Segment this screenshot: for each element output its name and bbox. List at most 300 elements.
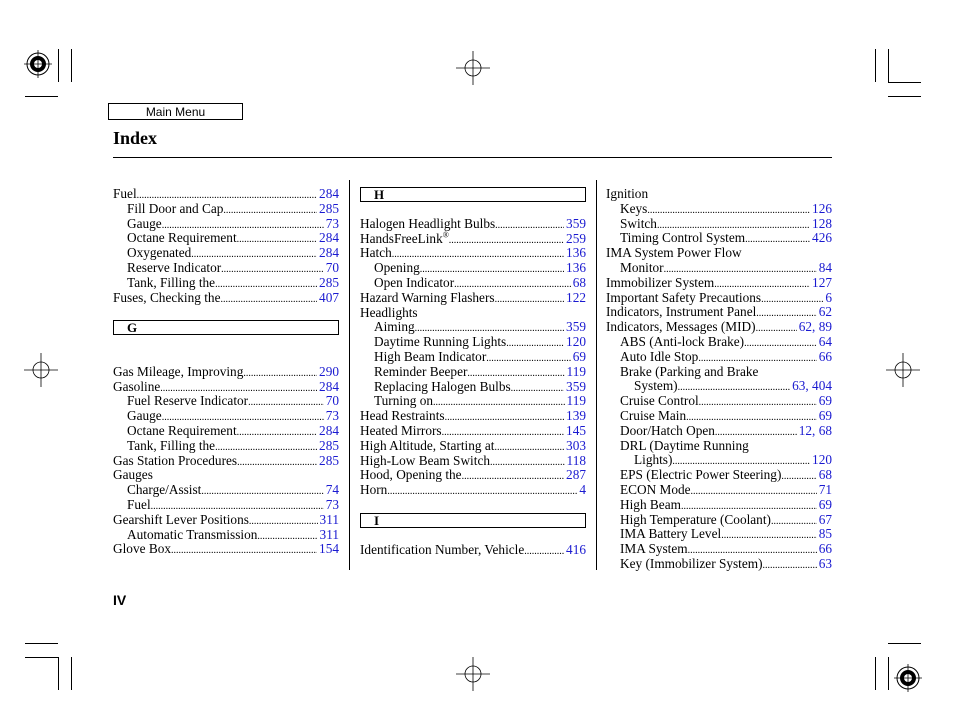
page-links [317, 291, 339, 306]
leader-dots [756, 305, 816, 320]
page-links [810, 231, 832, 246]
page-link[interactable]: 285 [319, 437, 339, 453]
index-entry-label: Fuel [113, 186, 137, 201]
page-links [317, 542, 339, 557]
page-link[interactable]: 89 [818, 319, 832, 335]
page-link[interactable]: 128 [812, 215, 832, 231]
page-links: 12, 68 [798, 422, 832, 438]
leader-dots [454, 276, 571, 291]
index-entry [606, 365, 832, 380]
page-link[interactable]: 285 [319, 274, 339, 290]
index-entry [113, 409, 339, 424]
index-entry-label: Switch [620, 215, 657, 231]
leader-dots [248, 394, 324, 409]
index-entry [606, 394, 832, 409]
page-link[interactable]: 359 [566, 215, 586, 231]
page-links [317, 246, 339, 261]
leader-dots [721, 527, 817, 542]
index-entry-label: Indicators, Instrument Panel [606, 304, 757, 320]
page-link[interactable]: 119 [566, 363, 586, 379]
index-entry [606, 202, 832, 217]
page-links [810, 453, 832, 468]
leader-dots [686, 409, 817, 424]
page-link[interactable]: 120 [812, 452, 832, 468]
page-link[interactable]: 68 [572, 274, 586, 290]
leader-dots [756, 320, 797, 335]
index-entry [360, 217, 586, 232]
index-entry [360, 380, 586, 395]
page-links [317, 187, 339, 202]
page-links [317, 424, 339, 439]
index-entry [113, 513, 339, 528]
leader-dots [221, 261, 324, 276]
leader-dots [664, 261, 817, 276]
page-links [564, 409, 586, 424]
page-link[interactable]: 127 [812, 274, 832, 290]
index-entry-label: Gauge [127, 408, 162, 424]
index-entry-label: Automatic Transmission [127, 526, 258, 542]
leader-dots [699, 394, 817, 409]
page-links [564, 439, 586, 454]
page-link[interactable]: 136 [566, 260, 586, 276]
page-link[interactable]: 62 [798, 319, 813, 335]
page-links [565, 394, 586, 409]
leader-dots [249, 513, 318, 528]
page-links [317, 276, 339, 291]
page-link[interactable]: 122 [566, 289, 586, 305]
leader-dots [151, 498, 324, 513]
page-link[interactable]: 70 [325, 393, 339, 409]
page-links [318, 528, 339, 543]
index-entry-label: Aiming [374, 319, 415, 335]
page-links [565, 365, 586, 380]
leader-dots [223, 202, 317, 217]
index-entry [606, 217, 832, 232]
page-links [564, 291, 586, 306]
page-links [817, 261, 832, 276]
index-entry [606, 453, 832, 468]
index-entry [606, 261, 832, 276]
page-link[interactable]: 407 [319, 289, 339, 305]
page-links [564, 232, 586, 247]
page-link[interactable]: 290 [319, 363, 339, 379]
column-divider [349, 180, 350, 570]
index-entry-label: High Beam [620, 496, 681, 512]
leader-dots [490, 454, 565, 469]
page-links [324, 498, 339, 513]
column-divider [596, 180, 597, 570]
page-link[interactable]: 84 [818, 259, 832, 275]
index-entry-label: Fuses, Checking the [113, 289, 221, 305]
section-letter-h: H [360, 187, 586, 202]
page-link[interactable]: 303 [566, 437, 586, 453]
page-link[interactable]: 74 [325, 482, 339, 498]
leader-dots [467, 365, 564, 380]
index-entry-label: IMA System Power Flow [606, 245, 742, 261]
page-link[interactable]: 284 [319, 422, 339, 438]
leader-dots [162, 217, 324, 232]
index-entry-label: Opening [374, 260, 420, 276]
page-link[interactable]: 284 [319, 186, 339, 201]
leader-dots [162, 409, 324, 424]
page-links [317, 454, 339, 469]
leader-dots [420, 261, 564, 276]
page-link[interactable]: 284 [319, 378, 339, 394]
index-entry-label: Important Safety Precautions [606, 289, 762, 305]
page-links [318, 513, 339, 528]
page-links [564, 380, 586, 395]
leader-dots [647, 202, 810, 217]
index-column-2 [360, 187, 586, 557]
leader-dots [433, 394, 565, 409]
page-links [324, 483, 339, 498]
page-link[interactable]: 139 [566, 408, 586, 424]
page-links [317, 202, 339, 217]
index-entry-label: ECON Mode [620, 481, 691, 497]
leader-dots [449, 232, 564, 247]
crosshair-icon [456, 51, 490, 85]
spacer [113, 335, 339, 350]
page-link[interactable]: 285 [319, 452, 339, 468]
leader-dots [387, 483, 577, 498]
leader-dots [215, 276, 317, 291]
leader-dots [494, 439, 564, 454]
index-entry-label: Immobilizer System [606, 274, 715, 290]
page-links [817, 498, 832, 513]
section-letter-i: I [360, 513, 586, 528]
page-link[interactable]: 287 [566, 467, 586, 483]
index-entry [113, 468, 339, 483]
page-link[interactable]: 63 [818, 555, 832, 571]
index-entry-label: Cruise Main [620, 407, 687, 423]
leader-dots [763, 557, 817, 572]
index-entry-label: Open Indicator [374, 274, 455, 290]
index-entry-label: Tank, Filling the [127, 437, 216, 453]
page-link[interactable]: 70 [325, 259, 339, 275]
index-entry-label: IMA System [620, 541, 688, 557]
leader-dots [698, 350, 816, 365]
page-link[interactable]: 66 [818, 541, 832, 557]
leader-dots [657, 217, 810, 232]
index-entry [606, 468, 832, 483]
index-entry-label: Keys [620, 200, 648, 216]
page-links [324, 217, 339, 232]
index-entry-label: DRL (Daytime Running [620, 437, 749, 453]
page-link[interactable]: 284 [319, 230, 339, 246]
index-entry-label: Turning on [374, 393, 433, 409]
index-entry [606, 542, 832, 557]
page-links [577, 483, 586, 498]
page-link[interactable]: 69 [818, 496, 832, 512]
page-links [571, 276, 586, 291]
index-entry-label: Reserve Indicator [127, 259, 222, 275]
index-entry [360, 409, 586, 424]
index-entry [606, 513, 832, 528]
index-entry-label: Charge/Assist [127, 482, 202, 498]
leader-dots [445, 409, 564, 424]
page-number: IV [113, 592, 127, 608]
leader-dots [237, 231, 317, 246]
index-entry-label: ABS (Anti-lock Brake) [620, 333, 745, 349]
index-entry-label: Headlights [360, 304, 418, 320]
page-links [317, 231, 339, 246]
index-entry [360, 291, 586, 306]
page-links [564, 217, 586, 232]
index-entry [113, 498, 339, 513]
page-link[interactable]: 126 [812, 200, 832, 216]
page-link[interactable]: 66 [818, 348, 832, 364]
registration-target-icon [22, 48, 54, 80]
page-link[interactable]: 359 [566, 319, 586, 335]
registration-target-icon [892, 662, 924, 694]
page-link[interactable]: 359 [566, 378, 586, 394]
leader-dots [745, 231, 810, 246]
page-link[interactable]: 69 [818, 393, 832, 409]
index-entry-label: Door/Hatch Open [620, 422, 715, 438]
page-links [817, 305, 832, 320]
index-entry-label: Monitor [620, 259, 664, 275]
index-entry [606, 291, 832, 306]
page-link[interactable]: 73 [325, 215, 339, 231]
index-entry [113, 217, 339, 232]
page-link[interactable]: 311 [319, 511, 339, 527]
index-entry [360, 468, 586, 483]
leader-dots [781, 468, 816, 483]
index-entry [606, 424, 832, 439]
index-entry-label: Gauges [113, 467, 153, 483]
index-entry-label: Tank, Filling the [127, 274, 216, 290]
main-menu-button[interactable]: Main Menu [108, 103, 243, 120]
index-entry [360, 424, 586, 439]
index-entry-label: Replacing Halogen Bulbs [374, 378, 511, 394]
index-entry [360, 483, 586, 498]
page-link[interactable]: 85 [818, 526, 832, 542]
leader-dots [495, 217, 564, 232]
leader-dots [171, 542, 317, 557]
index-entry-label: System) [634, 378, 678, 394]
index-entry-label: Octane Requirement [127, 422, 237, 438]
index-entry-label: Hood, Opening the [360, 467, 462, 483]
index-entry-label: EPS (Electric Power Steering) [620, 467, 782, 483]
page-link[interactable]: 136 [566, 245, 586, 261]
page-link[interactable]: 145 [566, 422, 586, 438]
leader-dots [715, 424, 797, 439]
crosshair-icon [886, 353, 920, 387]
page-link[interactable]: 6 [825, 289, 832, 305]
page-link[interactable]: 73 [325, 408, 339, 424]
section-letter-g: G [113, 320, 339, 335]
index-entry [606, 439, 832, 454]
index-entry-label: HandsFreeLink® [360, 230, 449, 246]
page-links [564, 320, 586, 335]
page-link[interactable]: 416 [566, 541, 586, 557]
leader-dots [257, 528, 317, 543]
page-links: 63, 404 [792, 378, 832, 394]
leader-dots [215, 439, 317, 454]
page-links [817, 557, 832, 572]
index-entry-label: Halogen Headlight Bulbs [360, 215, 496, 231]
index-entry [360, 350, 586, 365]
leader-dots [442, 424, 564, 439]
index-entry [606, 350, 832, 365]
index-entry [606, 483, 832, 498]
page-links [564, 261, 586, 276]
index-entry-label: Fuel [127, 496, 151, 512]
index-entry [606, 409, 832, 424]
page-links [565, 454, 586, 469]
index-entry-label: High Beam Indicator [374, 348, 487, 364]
leader-dots [506, 335, 564, 350]
index-entry-label: Fuel Reserve Indicator [127, 393, 249, 409]
page-link[interactable]: 284 [319, 245, 339, 261]
index-entry [360, 454, 586, 469]
page-link[interactable]: 69 [818, 407, 832, 423]
index-entry [606, 187, 832, 202]
page-links [817, 542, 832, 557]
page-links [317, 365, 339, 380]
page-link[interactable]: 311 [319, 526, 339, 542]
page-links [564, 335, 586, 350]
leader-dots [191, 246, 317, 261]
page-links [324, 394, 339, 409]
page-link[interactable]: 285 [319, 200, 339, 216]
index-entry [606, 246, 832, 261]
page-link[interactable]: 120 [566, 334, 586, 350]
index-entry-label: Reminder Beeper [374, 363, 468, 379]
index-entry [360, 394, 586, 409]
index-entry-label: Head Restraints [360, 408, 445, 424]
page-title: Index [113, 128, 158, 148]
index-entry [606, 498, 832, 513]
index-entry [606, 305, 832, 320]
page-links [817, 513, 832, 528]
page-links [817, 350, 832, 365]
index-entry-label: High Temperature (Coolant) [620, 511, 771, 527]
page-links [564, 424, 586, 439]
page-link[interactable]: 68 [818, 467, 832, 483]
page-link[interactable]: 62 [818, 304, 832, 320]
spacer [360, 498, 586, 513]
index-entry [113, 394, 339, 409]
page-link[interactable]: 4 [579, 482, 586, 498]
page-link[interactable]: 119 [566, 393, 586, 409]
page-link[interactable]: 69 [572, 348, 586, 364]
page-links [317, 380, 339, 395]
index-entry [113, 380, 339, 395]
crosshair-icon [24, 353, 58, 387]
page-links [810, 217, 832, 232]
page-links [810, 202, 832, 217]
index-entry [113, 276, 339, 291]
index-entry [360, 365, 586, 380]
page-links [817, 335, 832, 350]
index-entry [113, 246, 339, 261]
index-entry-label: Auto Idle Stop [620, 348, 699, 364]
page-link[interactable]: 154 [319, 541, 339, 557]
index-entry [113, 439, 339, 454]
index-entry-label: Octane Requirement [127, 230, 237, 246]
index-entry [606, 335, 832, 350]
index-entry-label: Daytime Running Lights [374, 334, 507, 350]
page-links [317, 439, 339, 454]
spacer [113, 350, 339, 365]
index-entry [113, 261, 339, 276]
index-entry [606, 527, 832, 542]
leader-dots [237, 454, 317, 469]
index-entry-label: Cruise Control [620, 393, 699, 409]
index-entry-label: Hazard Warning Flashers [360, 289, 495, 305]
index-entry [360, 261, 586, 276]
index-entry-label: Indicators, Messages (MID) [606, 319, 756, 335]
index-entry [113, 528, 339, 543]
index-entry [360, 320, 586, 335]
index-entry-label: Glove Box [113, 541, 171, 557]
leader-dots [415, 320, 564, 335]
spacer [360, 528, 586, 543]
leader-dots [681, 498, 817, 513]
leader-dots [243, 365, 317, 380]
leader-dots [392, 246, 564, 261]
index-entry-label: Gearshift Lever Positions [113, 511, 249, 527]
index-entry [113, 424, 339, 439]
page-links [817, 468, 832, 483]
page-links [817, 483, 832, 498]
index-entry [606, 276, 832, 291]
leader-dots [744, 335, 817, 350]
index-column-3 [606, 187, 832, 572]
page-link[interactable]: 71 [818, 481, 832, 497]
page-link[interactable]: 67 [818, 511, 832, 527]
index-entry [113, 365, 339, 380]
leader-dots [714, 276, 810, 291]
page-links [571, 350, 586, 365]
page-links [817, 527, 832, 542]
index-entry-label: High Altitude, Starting at [360, 437, 495, 453]
leader-dots [201, 483, 323, 498]
index-entry-label: Gasoline [113, 378, 161, 394]
leader-dots [137, 187, 317, 202]
crosshair-icon [456, 657, 490, 691]
page-links [564, 468, 586, 483]
leader-dots [220, 291, 317, 306]
index-entry [360, 306, 586, 321]
page-link[interactable]: 73 [325, 496, 339, 512]
index-entry [113, 231, 339, 246]
index-entry-label: Identification Number, Vehicle [360, 541, 525, 557]
page-links: 62, 89 [798, 319, 832, 335]
index-entry [360, 543, 586, 558]
page-link[interactable]: 63 [792, 378, 806, 394]
leader-dots [678, 379, 791, 394]
leader-dots [495, 291, 564, 306]
page-link[interactable]: 259 [566, 230, 586, 246]
page-links [817, 409, 832, 424]
leader-dots [688, 542, 817, 557]
page-link[interactable]: 64 [818, 333, 832, 349]
page-link[interactable]: 426 [812, 230, 832, 246]
leader-dots [524, 543, 564, 558]
leader-dots [486, 350, 570, 365]
index-entry [606, 379, 832, 394]
leader-dots [771, 513, 817, 528]
page-link[interactable]: 68 [818, 422, 832, 438]
page-links [823, 291, 832, 306]
page-links [817, 394, 832, 409]
page-link[interactable]: 12 [798, 422, 813, 438]
page-link[interactable]: 404 [812, 378, 832, 394]
index-entry [113, 483, 339, 498]
page-link[interactable]: 118 [566, 452, 586, 468]
